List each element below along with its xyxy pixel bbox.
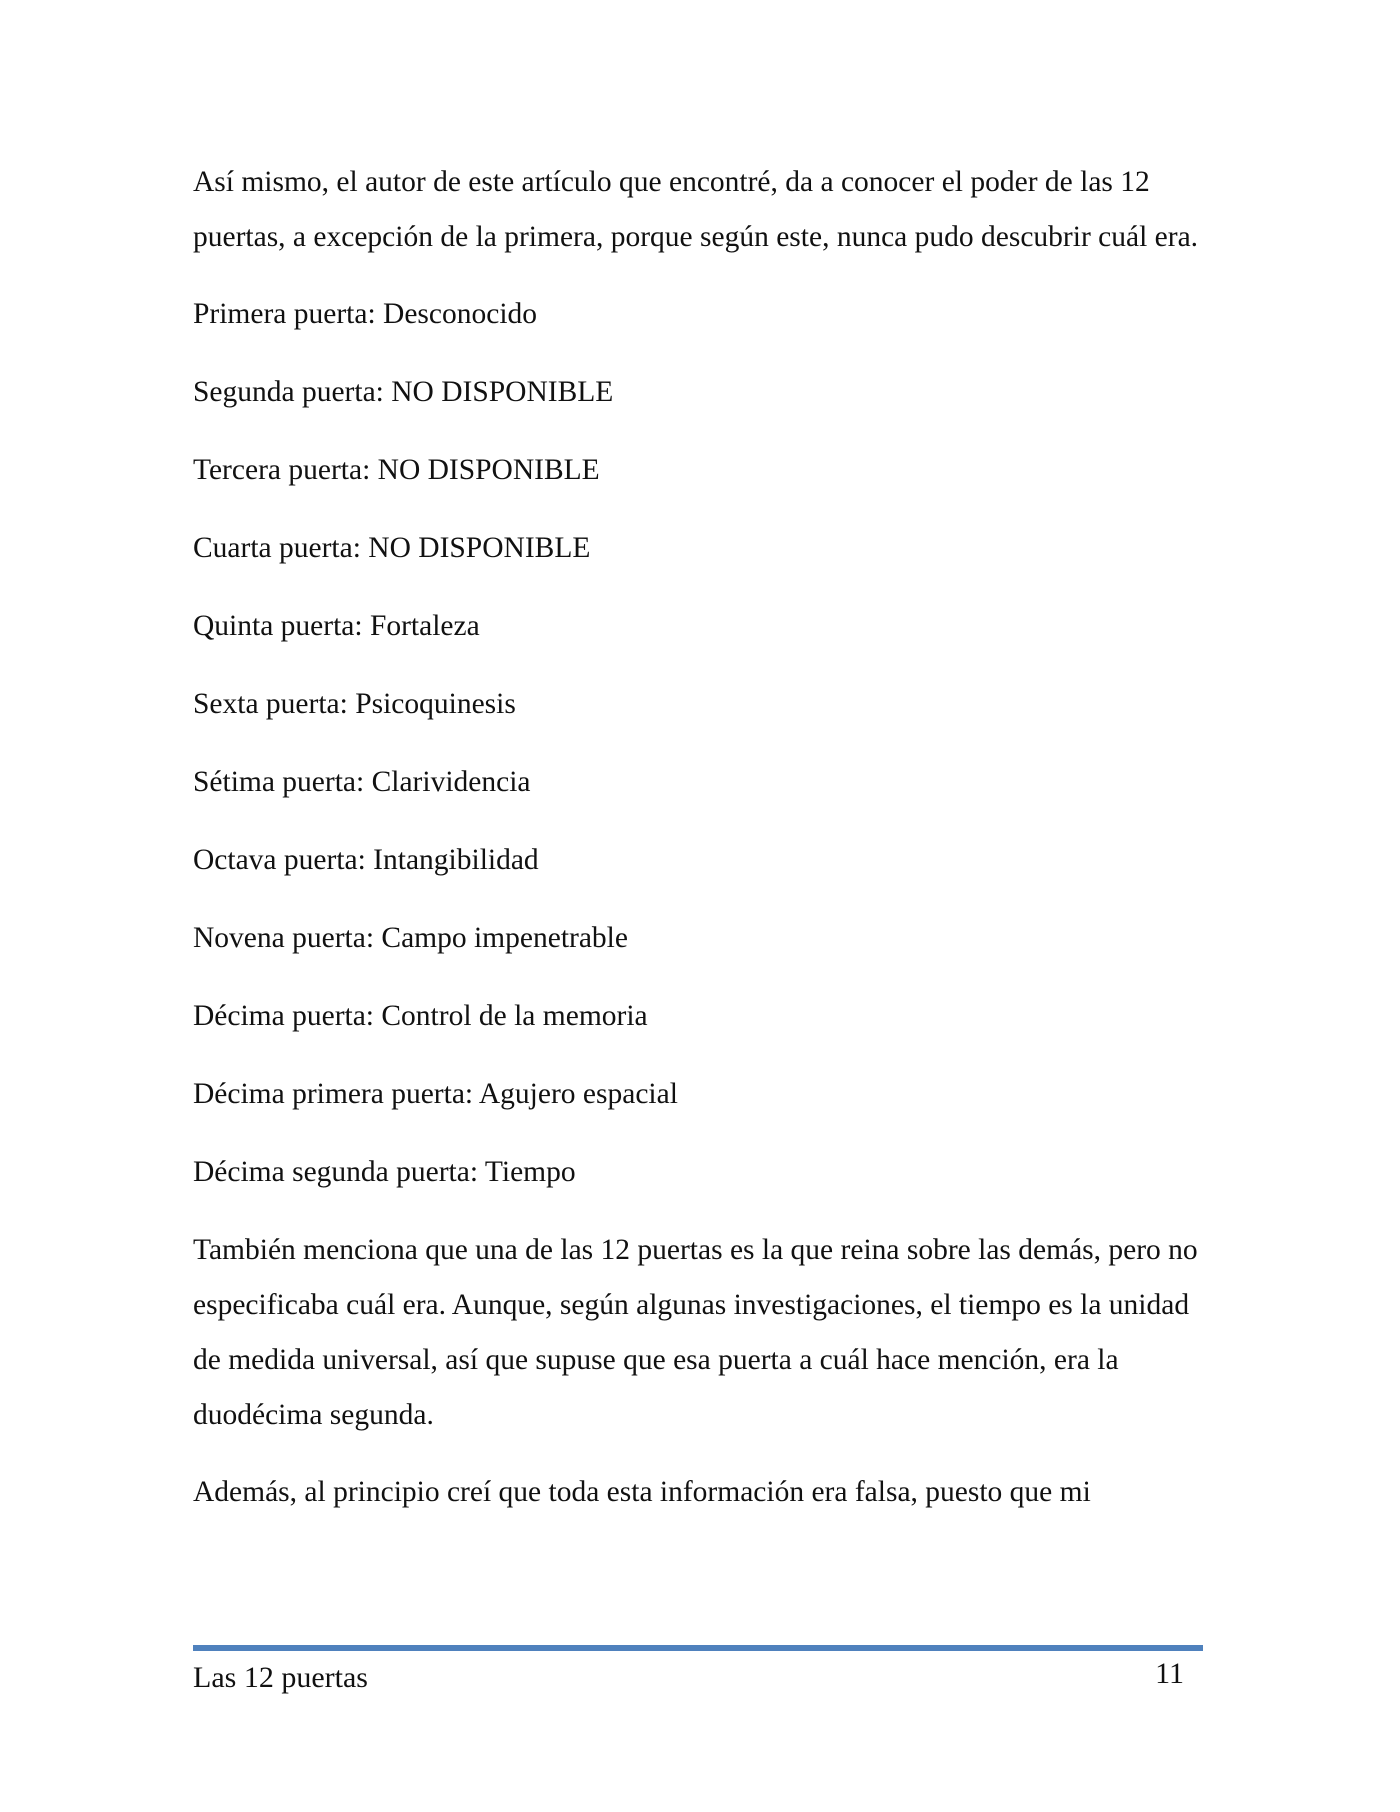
- gate-item-6: Sexta puerta: Psicoquinesis: [193, 688, 516, 720]
- gate-item-2: Segunda puerta: NO DISPONIBLE: [193, 376, 614, 408]
- gate-item-4: Cuarta puerta: NO DISPONIBLE: [193, 532, 591, 564]
- footer-rule: [193, 1645, 1203, 1651]
- gate-list: [193, 287, 1203, 1200]
- paragraph-2: También menciona que una de las 12 puertas es la que reina sobre las demás, pero no especificaba cuál era. Aunque, según algunas investigaciones, el tiempo es la unidad de medida universal, así que supuse que esa puerta a cuál hace mención, era la duodécima segunda.: [193, 1234, 1198, 1431]
- paragraph-3: Además, al principio creí que toda esta información era falsa, puesto que mi: [193, 1476, 1091, 1508]
- gate-item-12: Décima segunda puerta: Tiempo: [193, 1156, 576, 1188]
- gate-item-3: Tercera puerta: NO DISPONIBLE: [193, 454, 600, 486]
- gate-item-11: Décima primera puerta: Agujero espacial: [193, 1078, 678, 1110]
- gate-item-1: Primera puerta: Desconocido: [193, 298, 538, 330]
- footer-title: Las 12 puertas: [193, 1661, 368, 1694]
- document-body: [193, 155, 1203, 1542]
- page-number: 11: [1155, 1657, 1184, 1690]
- gate-item-5: Quinta puerta: Fortaleza: [193, 610, 480, 642]
- intro-paragraph: Así mismo, el autor de este artículo que encontré, da a conocer el poder de las 12 puertas, a excepción de la primera, porque según este, nunca pudo descubrir cuál era.: [193, 166, 1199, 253]
- gate-item-10: Décima puerta: Control de la memoria: [193, 1000, 648, 1032]
- gate-item-9: Novena puerta: Campo impenetrable: [193, 922, 628, 954]
- gate-item-8: Octava puerta: Intangibilidad: [193, 844, 539, 876]
- gate-item-7: Sétima puerta: Clarividencia: [193, 766, 531, 798]
